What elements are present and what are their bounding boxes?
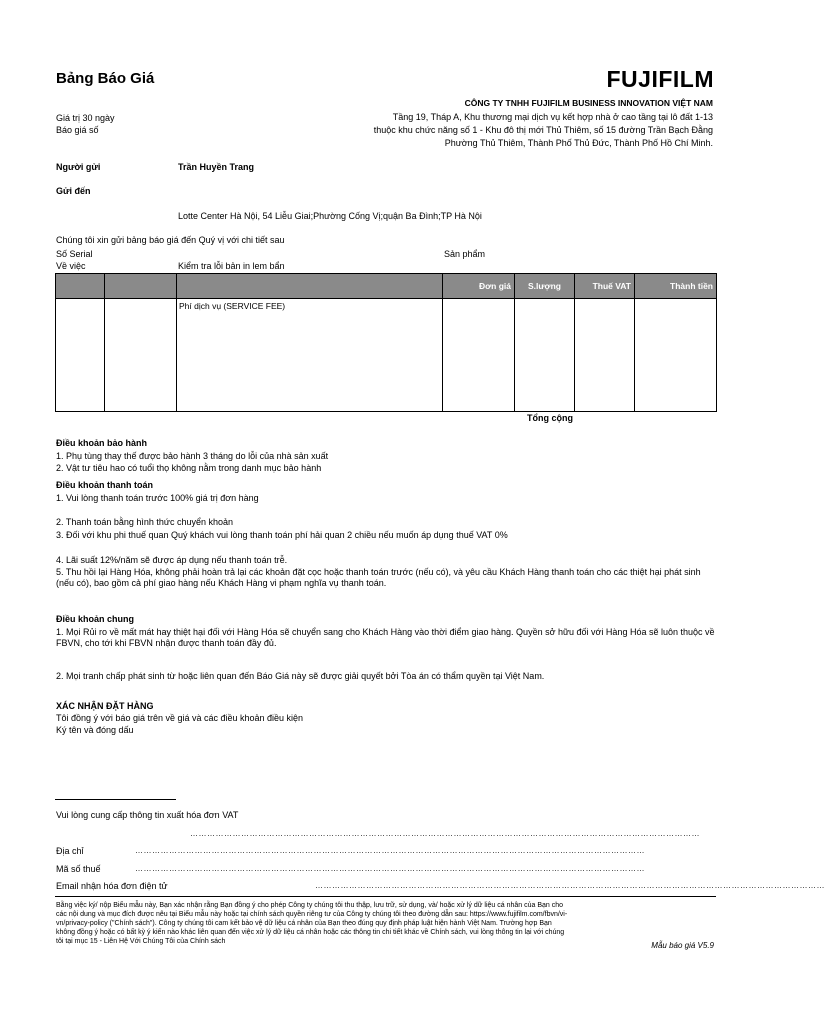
sender-label: Người gửi <box>56 162 101 172</box>
table-header <box>105 274 177 299</box>
subject-label: Về việc <box>56 261 86 271</box>
total-label: Tổng cộng <box>527 413 573 423</box>
table-header-amount: Thành tiền <box>635 274 717 299</box>
table-header-quantity: S.lượng <box>515 274 575 299</box>
privacy-notice-line: Bằng việc ký/ nộp Biểu mẫu này, Bạn xác nhận rằng Bạn đồng ý cho phép Công ty chúng tôi thu thập, lưu trữ, sử dụng, và/ hoặc xử lý dữ liệu cá nhân của Bạn cho <box>56 902 564 909</box>
table-row <box>56 299 717 412</box>
form-version: Mẫu báo giá V5.9 <box>651 941 714 950</box>
general-term-2: 2. Mọi tranh chấp phát sinh từ hoặc liên quan đến Báo Giá này sẽ được giải quyết bởi Tòa án có thẩm quyền tại Việt Nam. <box>56 671 545 681</box>
table-cell <box>443 299 515 412</box>
warranty-item: 1. Phụ tùng thay thế được bảo hành 3 tháng do lỗi của nhà sản xuất <box>56 451 329 461</box>
product-label: Sản phẩm <box>444 249 486 259</box>
table-cell-description: Phí dịch vụ (SERVICE FEE) <box>177 299 443 412</box>
quote-table <box>55 273 717 412</box>
table-header-row <box>56 274 717 299</box>
tax-code-label: Mã số thuế <box>56 864 101 874</box>
company-name: CÔNG TY TNHH FUJIFILM BUSINESS INNOVATION VIỆT NAM <box>464 98 713 108</box>
subject-value: Kiểm tra lỗi bản in lem bẩn <box>178 261 285 271</box>
address-field[interactable]: ……………………………………………………………………………………………………………………………………………………………… <box>135 846 645 855</box>
privacy-notice-line: không đồng ý hoặc có bất kỳ ý kiến nào khác liên quan đến việc xử lý dữ liệu cá nhân hoặc các thông tin chi tiết khác về Chính sách, vui lòng thông tin lại với chúng <box>56 929 565 936</box>
tax-code-field[interactable]: ……………………………………………………………………………………………………………………………………………………………… <box>135 864 645 873</box>
warranty-item: 2. Vật tư tiêu hao có tuổi thọ không nằm trong danh mục bảo hành <box>56 463 322 473</box>
payment-term-3: 3. Đối với khu phi thuế quan Quý khách vui lòng thanh toán phí hải quan 2 chiều nếu muốn áp dụng thuế VAT 0% <box>56 530 508 540</box>
table-cell <box>515 299 575 412</box>
company-address-line-1: Tầng 19, Tháp A, Khu thương mại dịch vụ kết hợp nhà ở cao tầng tại lô đất 1-13 <box>392 112 713 122</box>
signature-line <box>55 799 176 800</box>
privacy-notice-line: tôi tại mục 15 - Liên Hệ Với Chúng Tôi của Chính sách <box>56 938 226 945</box>
general-term-1a: 1. Mọi Rủi ro về mất mát hay thiệt hại đối với Hàng Hóa sẽ chuyển sang cho Khách Hàng vào thời điểm giao hàng. Quyền sở hữu đối với Hàng Hóa sẽ luôn thuộc về <box>56 627 715 637</box>
footer-divider <box>55 896 716 897</box>
payment-term-1: 1. Vui lòng thanh toán trước 100% giá trị đơn hàng <box>56 493 259 503</box>
general-term-1b: FBVN, cho tới khi FBVN nhận được thanh toán đầy đủ. <box>56 638 277 648</box>
confirm-line-2: Ký tên và đóng dấu <box>56 725 134 735</box>
privacy-notice-line: vn/privacy-policy ("Chính sách"). Công ty chúng tôi cam kết bảo vệ dữ liệu cá nhân của Bạn theo đúng quy định pháp luật hiện hành Việt Nam. Trường hợp Bạn <box>56 920 552 927</box>
company-address-line-3: Phường Thủ Thiêm, Thành Phố Thủ Đức, Thành Phố Hồ Chí Minh. <box>444 138 713 148</box>
sender-value: Trần Huyền Trang <box>178 162 255 172</box>
vat-invoice-request: Vui lòng cung cấp thông tin xuất hóa đơn VAT <box>56 810 239 820</box>
payment-term-4: 4. Lãi suất 12%/năm sẽ được áp dụng nếu thanh toán trễ. <box>56 555 288 565</box>
confirm-title: XÁC NHẬN ĐẶT HÀNG <box>56 701 154 711</box>
table-header-vat: Thuế VAT <box>575 274 635 299</box>
privacy-notice-line: các nội dung và mục đích được nêu tại Biểu mẫu này hoặc tại chính sách quyền riêng tư của Công ty chúng tôi theo đường dẫn sau: https://www.fujifilm.com/fbvn/vi- <box>56 911 568 918</box>
table-cell <box>635 299 717 412</box>
page-title: Bảng Báo Giá <box>56 70 155 87</box>
address-label: Địa chỉ <box>56 846 84 856</box>
recipient-address: Lotte Center Hà Nội, 54 Liễu Giai;Phường Cống Vị;quận Ba Đình;TP Hà Nội <box>178 211 482 221</box>
company-name-field[interactable]: ……………………………………………………………………………………………………………………………………………………………… <box>190 829 700 838</box>
payment-term-5a: 5. Thu hồi lại Hàng Hóa, không phải hoàn trả lại các khoản đặt cọc hoặc thanh toán trước (nếu có), và yêu cầu Khách Hàng thanh toán cho các thiệt hại phát sinh <box>56 567 701 577</box>
validity-label: Giá trị 30 ngày <box>56 113 115 123</box>
table-header <box>56 274 105 299</box>
quote-number-label: Báo giá số <box>56 125 99 135</box>
e-invoice-email-field[interactable]: ……………………………………………………………………………………………………………………………………………………………… <box>315 881 825 890</box>
general-title: Điều khoản chung <box>56 614 135 624</box>
recipient-label: Gửi đến <box>56 186 91 196</box>
fujifilm-logo: FUJIFILM <box>606 66 714 92</box>
e-invoice-email-label: Email nhận hóa đơn điện tử <box>56 881 168 891</box>
payment-term-2: 2. Thanh toán bằng hình thức chuyển khoản <box>56 517 233 527</box>
table-cell <box>56 299 105 412</box>
payment-title: Điều khoản thanh toán <box>56 480 154 490</box>
payment-term-5b: (nếu có), bao gồm cả phí giao hàng nếu Khách Hàng vi phạm nghĩa vụ thanh toán. <box>56 578 387 588</box>
confirm-line-1: Tôi đồng ý với báo giá trên về giá và các điều khoản điều kiện <box>56 713 304 723</box>
table-header <box>177 274 443 299</box>
table-cell <box>105 299 177 412</box>
table-header-unit-price: Đơn giá <box>443 274 515 299</box>
serial-label: Số Serial <box>56 249 93 259</box>
table-cell <box>575 299 635 412</box>
intro-text: Chúng tôi xin gửi bảng báo giá đến Quý vị với chi tiết sau <box>56 235 285 245</box>
company-address-line-2: thuộc khu chức năng số 1 - Khu đô thị mới Thủ Thiêm, số 15 đường Trần Bạch Đằng <box>373 125 713 135</box>
warranty-title: Điều khoản bảo hành <box>56 438 148 448</box>
